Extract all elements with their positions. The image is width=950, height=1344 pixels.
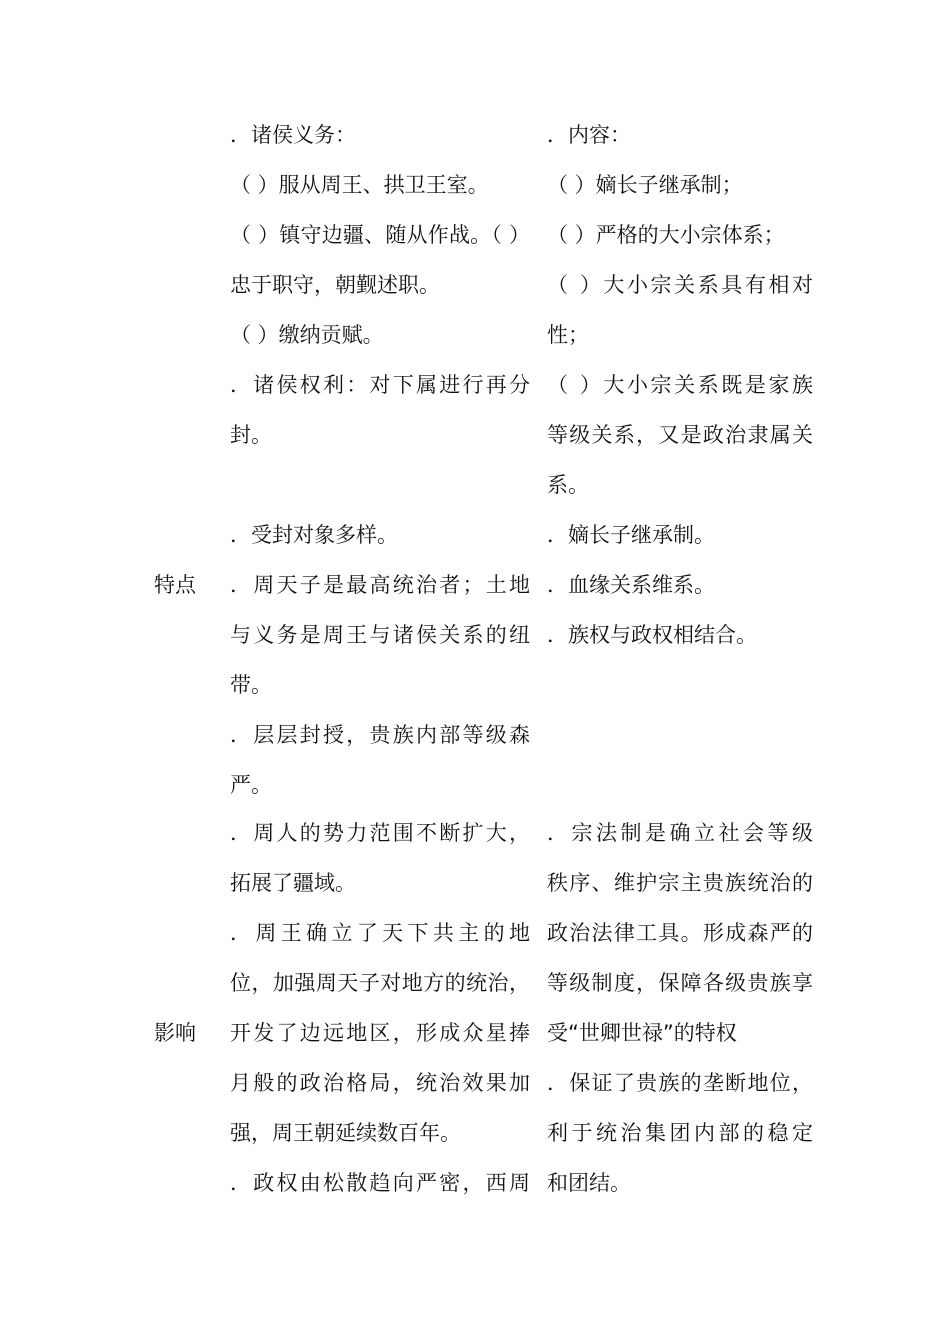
col2-line: 秩序、维护宗主贵族统治的 <box>547 871 813 895</box>
col2-line: ．宗法制是确立社会等级 <box>547 821 813 845</box>
row-label-features: 特点 <box>154 573 196 597</box>
col1-line: 强，周王朝延续数百年。 <box>230 1121 461 1145</box>
col1-line: 拓展了疆域。 <box>230 871 356 895</box>
col2-line: 利于统治集团内部的稳定 <box>547 1121 813 1145</box>
col2-line: 政治法律工具。形成森严的 <box>547 921 813 945</box>
col1-line: ．诸侯权利：对下属进行再分 <box>230 373 530 397</box>
row-label-influence: 影响 <box>154 1021 196 1045</box>
col1-line: ．诸侯义务： <box>230 123 356 147</box>
col1-line: 开发了边远地区，形成众星捧 <box>230 1021 530 1045</box>
col1-line: ．受封对象多样。 <box>230 523 398 547</box>
col1-line: ．周王确立了天下共主的地 <box>230 921 530 945</box>
col1-line: 位，加强周天子对地方的统治， <box>230 971 530 995</box>
col1-line: 带。 <box>230 673 272 697</box>
col1-line: ．周人的势力范围不断扩大， <box>230 821 530 845</box>
col1-line: （ ）镇守边疆、随从作战。（ ） <box>230 223 530 247</box>
col2-line: （ ）严格的大小宗体系； <box>547 223 785 247</box>
col2-line: （ ）嫡长子继承制； <box>547 173 743 197</box>
col2-line: 性； <box>547 323 589 347</box>
col1-line: 封。 <box>230 423 272 447</box>
col2-line: 和团结。 <box>547 1171 631 1195</box>
col2-line: ．族权与政权相结合。 <box>547 623 757 647</box>
col2-line: ．内容： <box>547 123 631 147</box>
col2-line: （ ）大小宗关系既是家族 <box>547 373 813 397</box>
col1-line: 月般的政治格局，统治效果加 <box>230 1071 530 1095</box>
col1-line: 严。 <box>230 773 272 797</box>
col1-line: ．政权由松散趋向严密，西周 <box>230 1171 530 1195</box>
col2-line: 等级关系，又是政治隶属关 <box>547 423 813 447</box>
col2-line: 系。 <box>547 473 589 497</box>
col1-line: （ ）服从周王、拱卫王室。 <box>230 173 489 197</box>
col2-line: ．血缘关系维系。 <box>547 573 715 597</box>
col1-line: 忠于职守，朝觐述职。 <box>230 273 440 297</box>
col1-line: 与义务是周王与诸侯关系的纽 <box>230 623 530 647</box>
col1-line: ．周天子是最高统治者；土地 <box>230 573 530 597</box>
col2-line: 受“世卿世禄”的特权 <box>547 1021 737 1045</box>
col1-line: （ ）缴纳贡赋。 <box>230 323 384 347</box>
col1-line: ．层层封授，贵族内部等级森 <box>230 723 530 747</box>
col2-line: （ ）大小宗关系具有相对 <box>547 273 813 297</box>
col2-line: ．嫡长子继承制。 <box>547 523 715 547</box>
col2-line: ．保证了贵族的垄断地位， <box>547 1071 813 1095</box>
col2-line: 等级制度，保障各级贵族享 <box>547 971 813 995</box>
